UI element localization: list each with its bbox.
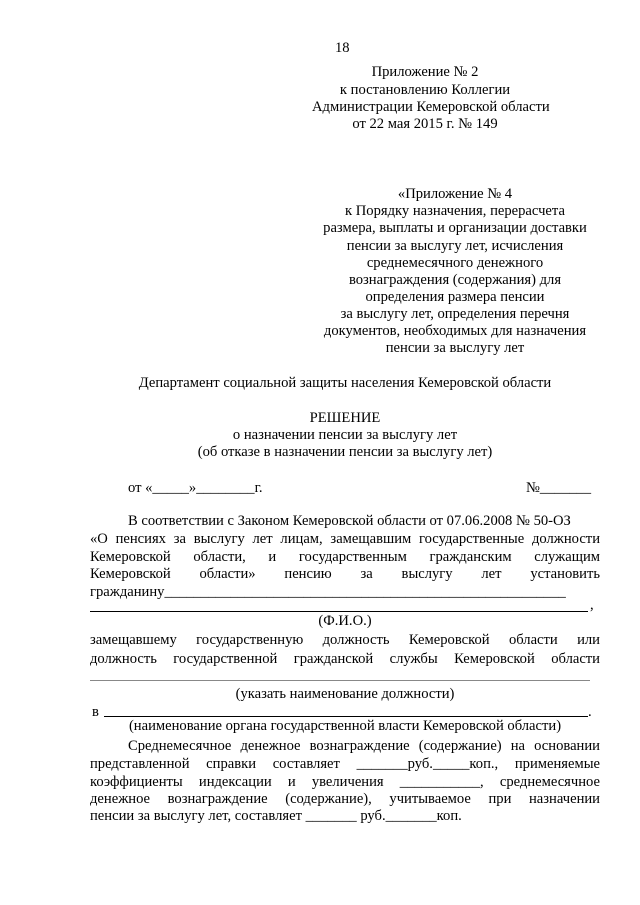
in-prefix: в — [92, 704, 99, 720]
fio-label: (Ф.И.О.) — [318, 613, 372, 629]
in-suffix: . — [588, 704, 592, 720]
appendix-4-line: к Порядку назначения, перерасчета — [345, 203, 565, 219]
body-line: Кемеровской области» пенсию за выслугу лет установить — [90, 566, 600, 582]
body-line: представленной справки составляет _______руб._____коп., применяемые — [90, 756, 600, 772]
citizen-field: гражданину_______________________________________________________ — [90, 584, 566, 600]
appendix-4-line: вознаграждения (содержания) для — [348, 272, 562, 288]
appendix-2-line: от 22 мая 2015 г. № 149 — [352, 116, 498, 132]
appendix-2-line: Приложение № 2 — [371, 64, 479, 80]
appendix-4-line: пенсии за выслугу лет, исчисления — [346, 238, 564, 254]
body-line: пенсии за выслугу лет, составляет _______ руб._______коп. — [90, 808, 462, 824]
blank-line — [90, 680, 590, 681]
body-line: Кемеровской области, и государственным гражданским служащим — [90, 549, 600, 565]
appendix-4-line: размера, выплаты и организации доставки — [323, 220, 587, 236]
date-field: от «_____»________г. — [128, 480, 263, 496]
appendix-4-line: «Приложение № 4 — [397, 186, 513, 202]
decision-title: РЕШЕНИЕ — [309, 410, 381, 426]
appendix-4-line: определения размера пенсии — [365, 289, 545, 305]
body-line: В соответствии с Законом Кемеровской области от 07.06.2008 № 50-ОЗ — [128, 513, 571, 529]
comma: , — [590, 597, 594, 613]
department-name: Департамент социальной защиты населения Кемеровской области — [138, 375, 552, 391]
blank-line — [104, 716, 588, 717]
position-label: (указать наименование должности) — [235, 686, 455, 702]
body-line: замещавшему государственную должность Кемеровской области или — [90, 632, 600, 648]
appendix-4-line: среднемесячного денежного — [366, 255, 544, 271]
appendix-4-line: пенсии за выслугу лет — [385, 340, 525, 356]
appendix-4-line: за выслугу лет, определения перечня — [340, 306, 570, 322]
body-line: «О пенсиях за выслугу лет лицам, замещавшим государственные должности — [90, 531, 600, 547]
appendix-4-line: документов, необходимых для назначения — [323, 323, 587, 339]
body-line: денежное вознаграждение (содержание), учитываемое при назначении — [90, 791, 600, 807]
body-line: Среднемесячное денежное вознаграждение (содержание) на основании — [128, 738, 600, 754]
blank-line — [90, 611, 588, 612]
decision-subtitle: о назначении пенсии за выслугу лет — [232, 427, 458, 443]
appendix-2-line: к постановлению Коллегии — [339, 82, 511, 98]
organ-label: (наименование органа государственной власти Кемеровской области) — [128, 718, 562, 734]
appendix-2-line: Администрации Кемеровской области — [312, 99, 550, 115]
decision-subtitle: (об отказе в назначении пенсии за выслугу лет) — [197, 444, 493, 460]
body-line: коэффициенты индексации и увеличения ___________, среднемесячное — [90, 774, 600, 790]
page-number: 18 — [335, 40, 350, 56]
number-field: №_______ — [526, 480, 592, 496]
body-line: должность государственной гражданской службы Кемеровской области — [90, 651, 600, 667]
